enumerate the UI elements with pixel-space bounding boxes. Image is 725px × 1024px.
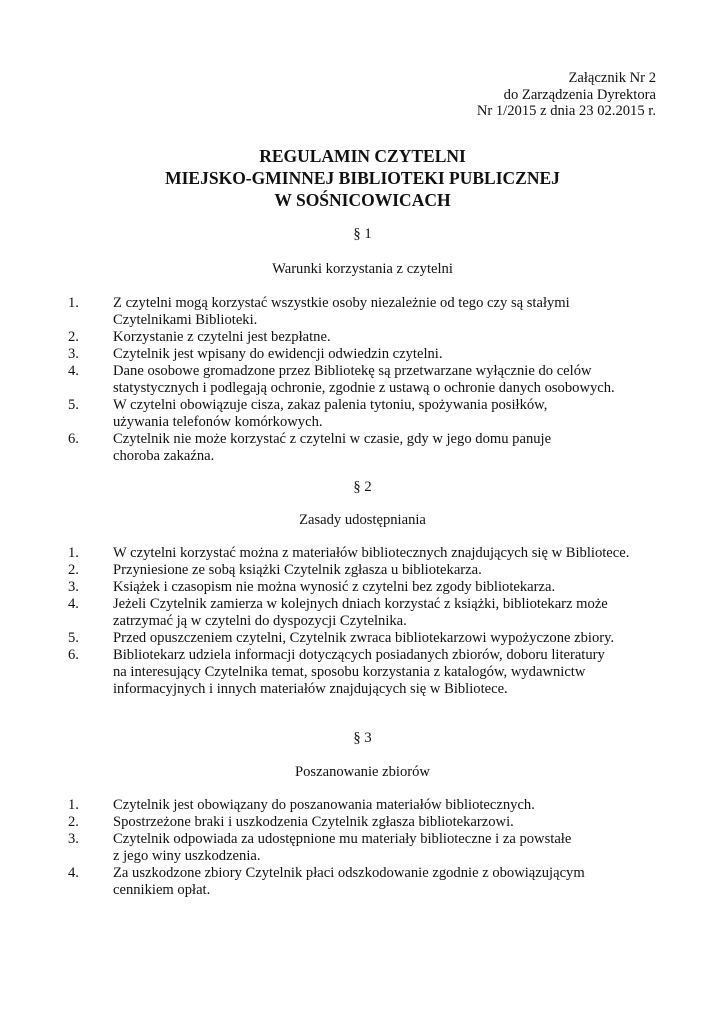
list-item: [68, 647, 668, 698]
item-text: W czytelni obowiązuje cisza, zakaz palenia tytoniu, spożywania posiłków, używania telefonów komórkowych.: [113, 397, 548, 430]
item-text: Czytelnik jest obowiązany do poszanowania materiałów bibliotecznych.: [113, 797, 535, 813]
item-number: 3.: [68, 831, 79, 847]
item-text: Książek i czasopism nie można wynosić z czytelni bez zgody bibliotekarza.: [113, 579, 556, 595]
section-2-list: [68, 545, 668, 698]
list-item: [68, 596, 668, 630]
list-item: [68, 431, 668, 465]
list-item: [68, 397, 668, 431]
item-number: 4.: [68, 596, 79, 612]
section-3-list: [68, 797, 668, 899]
item-text: W czytelni korzystać można z materiałów bibliotecznych znajdujących się w Bibliotece.: [113, 545, 630, 561]
section-1-heading: Warunki korzystania z czytelni: [272, 261, 453, 277]
list-item: [68, 630, 668, 647]
section-3-heading: Poszanowanie zbiorów: [295, 764, 430, 780]
item-number: 4.: [68, 363, 79, 379]
list-item: [68, 545, 668, 562]
item-number: 2.: [68, 562, 79, 578]
item-number: 5.: [68, 397, 79, 413]
list-item: [68, 831, 668, 865]
annex-line-1: Załącznik Nr 2: [568, 70, 656, 86]
item-number: 2.: [68, 814, 79, 830]
list-item: [68, 363, 668, 397]
section-1-symbol: § 1: [353, 226, 372, 242]
item-text: Korzystanie z czytelni jest bezpłatne.: [113, 329, 331, 345]
item-text: Jeżeli Czytelnik zamierza w kolejnych dniach korzystać z książki, bibliotekarz może zatrzymać ją w czytelni do dyspozycji Czytelnika.: [113, 596, 608, 629]
item-number: 2.: [68, 329, 79, 345]
item-text: Spostrzeżone braki i uszkodzenia Czytelnik zgłasza bibliotekarzowi.: [113, 814, 514, 830]
item-number: 1.: [68, 797, 79, 813]
item-number: 5.: [68, 630, 79, 646]
section-2-symbol: § 2: [353, 479, 372, 495]
item-number: 1.: [68, 545, 79, 561]
item-text: Z czytelni mogą korzystać wszystkie osoby niezależnie od tego czy są stałymi Czytelnikami Biblioteki.: [113, 295, 570, 328]
section-3-symbol: § 3: [353, 730, 372, 746]
item-text: Czytelnik nie może korzystać z czytelni w czasie, gdy w jego domu panuje choroba zakaźna.: [113, 431, 552, 464]
list-item: [68, 346, 668, 363]
title-line-3: W SOŚNICOWICACH: [274, 190, 451, 210]
document-title: [0, 145, 725, 211]
section-2-heading: Zasady udostępniania: [299, 512, 426, 528]
item-text: Za uszkodzone zbiory Czytelnik płaci odszkodowanie zgodnie z obowiązującym cennikiem opłat.: [113, 865, 585, 898]
item-number: 4.: [68, 865, 79, 881]
item-number: 6.: [68, 431, 79, 447]
list-item: [68, 797, 668, 814]
annex-line-3: Nr 1/2015 z dnia 23 02.2015 r.: [476, 103, 656, 119]
list-item: [68, 865, 668, 899]
title-line-2: MIEJSKO-GMINNEJ BIBLIOTEKI PUBLICZNEJ: [165, 168, 560, 188]
item-text: Czytelnik jest wpisany do ewidencji odwiedzin czytelni.: [113, 346, 443, 362]
item-number: 1.: [68, 295, 79, 311]
list-item: [68, 295, 668, 329]
annex-line-2: do Zarządzenia Dyrektora: [503, 86, 656, 103]
annex-note: [477, 70, 656, 120]
section-1-list: [68, 295, 668, 465]
list-item: [68, 562, 668, 579]
list-item: [68, 329, 668, 346]
title-line-1: REGULAMIN CZYTELNI: [259, 146, 466, 166]
item-text: Dane osobowe gromadzone przez Bibliotekę są przetwarzane wyłącznie do celów statystycznych i podlegają ochronie, zgodnie z ustawą o ochronie danych osobowych.: [113, 363, 615, 396]
item-number: 6.: [68, 647, 79, 663]
item-text: Przyniesione ze sobą książki Czytelnik zgłasza u bibliotekarza.: [113, 562, 482, 578]
item-number: 3.: [68, 579, 79, 595]
item-text: Czytelnik odpowiada za udostępnione mu materiały biblioteczne i za powstałe z jego winy uszkodzenia.: [113, 831, 572, 864]
list-item: [68, 579, 668, 596]
item-number: 3.: [68, 346, 79, 362]
item-text: Bibliotekarz udziela informacji dotyczących posiadanych zbiorów, doboru literatury na interesujący Czytelnika temat, sposobu korzystania z katalogów, wydawnictw informacyjnych i innych materiałów znajdujących się w Bibliotece.: [113, 647, 605, 697]
list-item: [68, 814, 668, 831]
item-text: Przed opuszczeniem czytelni, Czytelnik zwraca bibliotekarzowi wypożyczone zbiory.: [113, 630, 615, 646]
